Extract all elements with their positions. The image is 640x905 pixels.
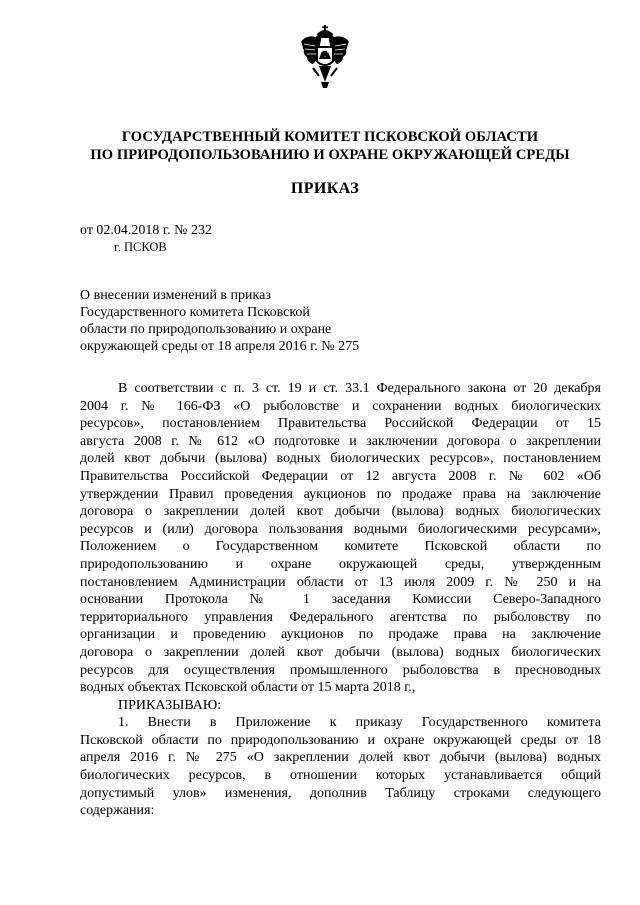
body-line: договора о закреплении долей квот добычи (вылова) водных биологических (80, 644, 601, 660)
body-line: основании Протокола № 1 заседания Комиссии Северо-Западного (80, 592, 601, 608)
date-and-number: от 02.04.2018 г. № 232 (80, 223, 212, 238)
city: г. ПСКОВ (114, 240, 167, 254)
organization-name-line-2: ПО ПРИРОДОПОЛЬЗОВАНИЮ И ОХРАНЕ ОКРУЖАЮЩЕЙ СРЕДЫ (90, 147, 570, 163)
subject-line: Государственного комитета Псковской (80, 305, 310, 320)
body-line: Псковской области по природопользованию и охране окружающей среды от 18 (80, 732, 601, 748)
order-keyword: ПРИКАЗЫВАЮ: (118, 697, 222, 713)
body-line: 2004 г. № 166-ФЗ «О рыболовстве и сохранении водных биологических (80, 398, 601, 414)
body-line: ресурсов», постановлением Правительства Российской Федерации от 15 (80, 416, 601, 432)
organization-name (60, 128, 600, 164)
coat-of-arms-emblem (299, 24, 351, 90)
body-line: организации и проведению аукционов по продаже права на заключение (80, 627, 601, 643)
body-line: ресурсов для осуществления промышленного рыболовства в пресноводных (80, 662, 601, 678)
body-line: утверждении Правил проведения аукционов по продаже права на заключение (80, 486, 601, 502)
document-subject (80, 287, 359, 355)
body-line: августа 2008 г. № 612 «О подготовке и заключении договора о закреплении (80, 433, 601, 449)
body-line: биологических ресурсов, в отношении которых устанавливается общий (80, 768, 601, 784)
document-title: ПРИКАЗ (290, 180, 360, 197)
document-body (80, 380, 601, 820)
subject-line: О внесении изменений в приказ (80, 288, 271, 303)
body-line: договора о закреплении долей квот добычи (вылова) водных биологических (80, 504, 601, 520)
subject-line: окружающей среды от 18 апреля 2016 г. № 275 (80, 339, 360, 354)
body-line: природопользованию и охране окружающей среды, утвержденным (80, 556, 601, 572)
body-line: территориального управления Федерального агентства по рыболовству по (80, 609, 601, 625)
body-line: Положением о Государственном комитете Псковской области по (80, 539, 601, 555)
body-line: допустимый улов» изменения, дополнив Таблицу строками следующего (80, 785, 601, 801)
body-line: ресурсов и (или) договора пользования водными биологическими ресурсами», (80, 521, 601, 537)
document-meta (80, 222, 212, 256)
body-line: содержания: (80, 803, 155, 819)
body-line: постановлением Администрации области от 13 июля 2009 г. № 250 и на (80, 574, 601, 590)
body-line: водных объектах Псковской области от 15 марта 2018 г., (80, 680, 416, 696)
body-line: В соответствии с п. 3 ст. 19 и ст. 33.1 Федерального закона от 20 декабря (118, 381, 601, 396)
body-line: долей квот добычи (вылова) водных биологических ресурсов», постановлением (80, 451, 601, 467)
body-line: Правительства Российской Федерации от 12 августа 2008 г. № 602 «Об (80, 468, 601, 484)
body-line: 1. Внести в Приложение к приказу Государственного комитета (118, 715, 601, 731)
body-line: апреля 2016 г. № 275 «О закреплении долей квот добычи (вылова) водных (80, 750, 601, 766)
organization-name-line-1: ГОСУДАРСТВЕННЫЙ КОМИТЕТ ПСКОВСКОЙ ОБЛАСТИ (121, 129, 539, 145)
subject-line: области по природопользованию и охране (80, 322, 332, 337)
